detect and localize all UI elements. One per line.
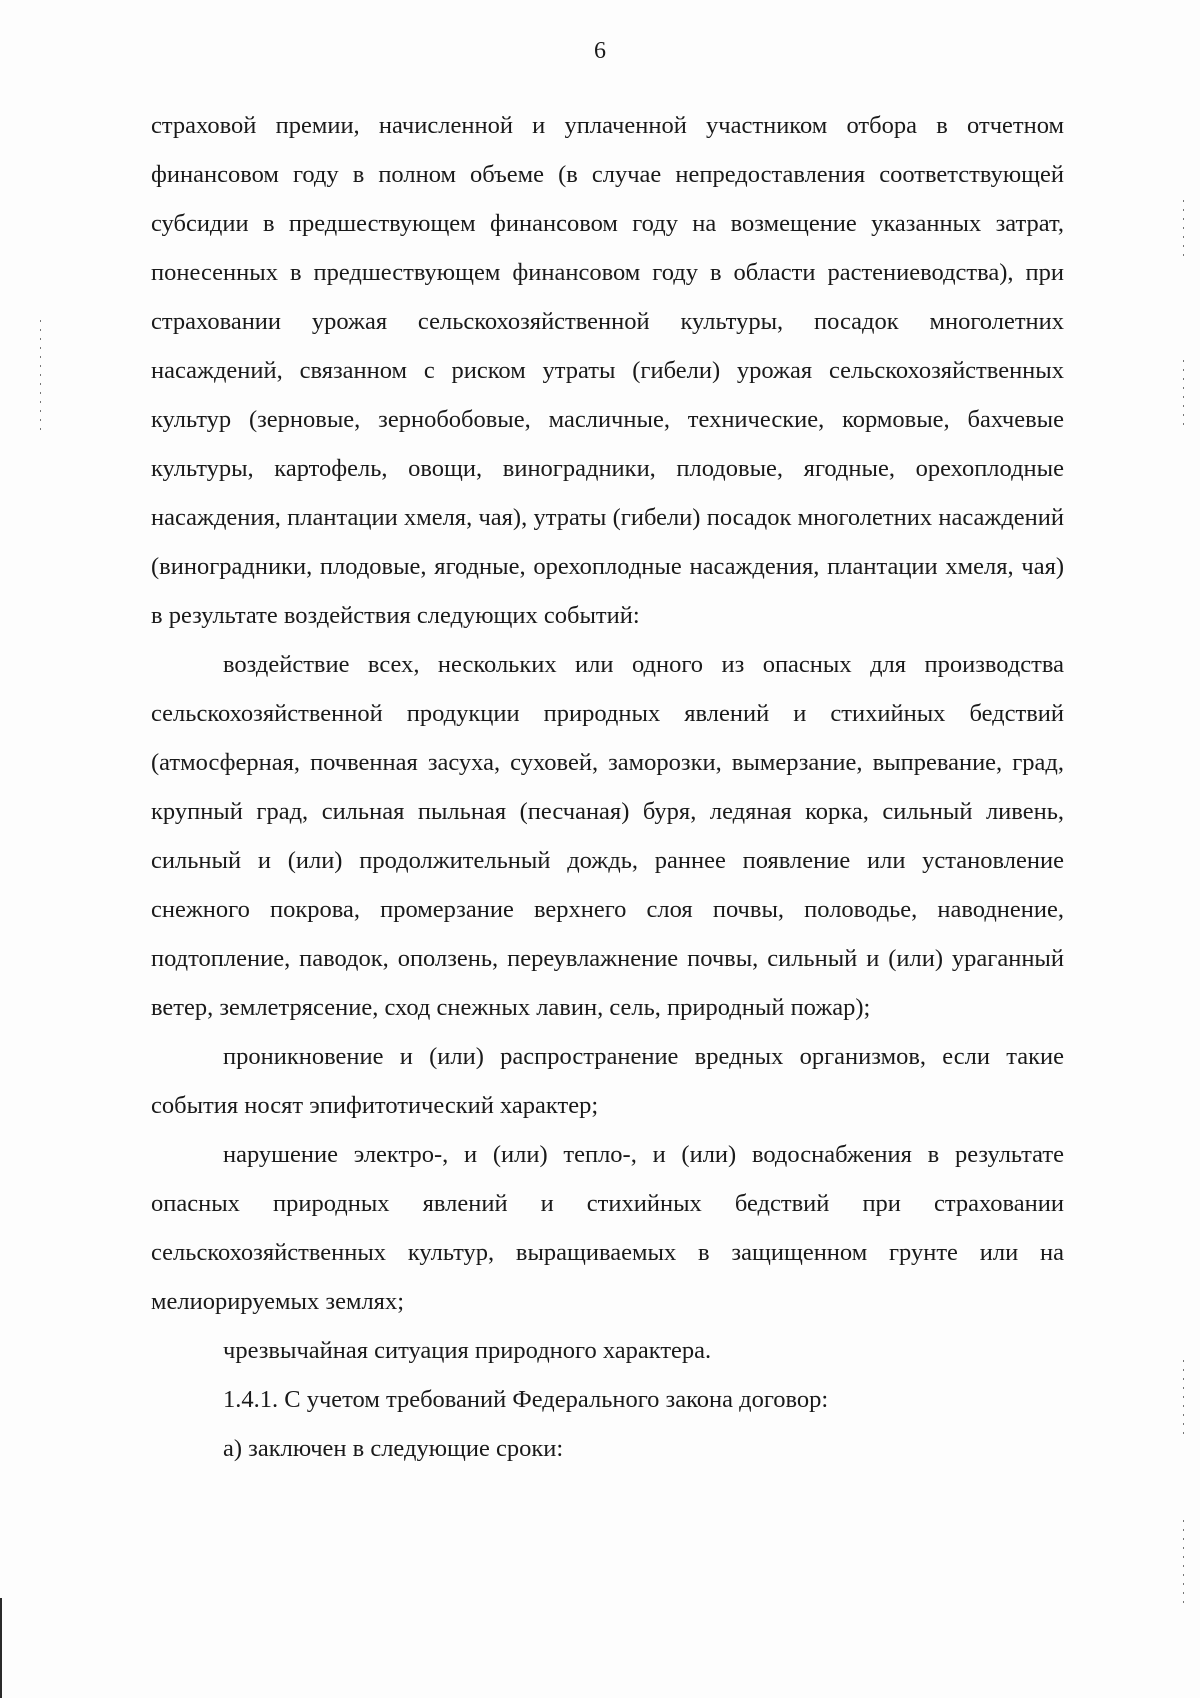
- page-number: 6: [594, 38, 606, 64]
- scan-dots-right-low: [1183, 1360, 1184, 1440]
- paragraph-5: чрезвычайная ситуация природного характера.: [223, 1337, 712, 1364]
- paragraph-1: страховой премии, начисленной и уплаченной участником отбора в отчетном финансовом году в полном объеме (в случае непредоставления соответствующей субсидии в предшествующем финансовом году на возмещение указанных затрат, понесенных в предшествующем финансовом году в области растениеводства), при страховании урожая сельскохозяйственной культуры, посадок многолетних насаждений, связанном с риском утраты (гибели) урожая сельскохозяйственных культур (зерновые, зернобобовые, масличные, технические, кормовые, бахчевые культуры, картофель, овощи, виноградники, плодовые, ягодные, орехоплодные насаждения, плантации хмеля, чая), утраты (гибели) посадок многолетних насаждений (виноградники, плодовые, ягодные, орехоплодные насаждения, плантации хмеля, чая) в результате воздействия следующих событий:: [151, 112, 1064, 629]
- paragraph-4: нарушение электро-, и (или) тепло-, и (или) водоснабжения в результате опасных природных явлений и стихийных бедствий при страховании сельскохозяйственных культур, выращиваемых в защищенном грунте или на мелиорируемых землях;: [151, 1141, 1064, 1315]
- paragraph-3: проникновение и (или) распространение вредных организмов, если такие события носят эпифитотический характер;: [151, 1043, 1064, 1119]
- scan-dots-right-top: [1183, 200, 1184, 260]
- scan-dots-right-mid: [1183, 360, 1184, 430]
- scan-edge-mark: [0, 1598, 2, 1698]
- paragraph-6: 1.4.1. С учетом требований Федерального закона договор:: [223, 1386, 829, 1413]
- paragraph-7: а) заключен в следующие сроки:: [223, 1435, 564, 1462]
- body-text: [151, 101, 1064, 1473]
- scan-dots-right-bottom: [1183, 1520, 1184, 1610]
- paragraph-2: воздействие всех, нескольких или одного из опасных для производства сельскохозяйственной продукции природных явлений и стихийных бедствий (атмосферная, почвенная засуха, суховей, заморозки, вымерзание, выпревание, град, крупный град, сильная пыльная (песчаная) буря, ледяная корка, сильный ливень, сильный и (или) продолжительный дождь, раннее появление или установление снежного покрова, промерзание верхнего слоя почвы, половодье, наводнение, подтопление, паводок, оползень, переувлажнение почвы, сильный и (или) ураганный ветер, землетрясение, сход снежных лавин, сель, природный пожар);: [151, 651, 1064, 1021]
- scan-dots-left: [40, 320, 41, 430]
